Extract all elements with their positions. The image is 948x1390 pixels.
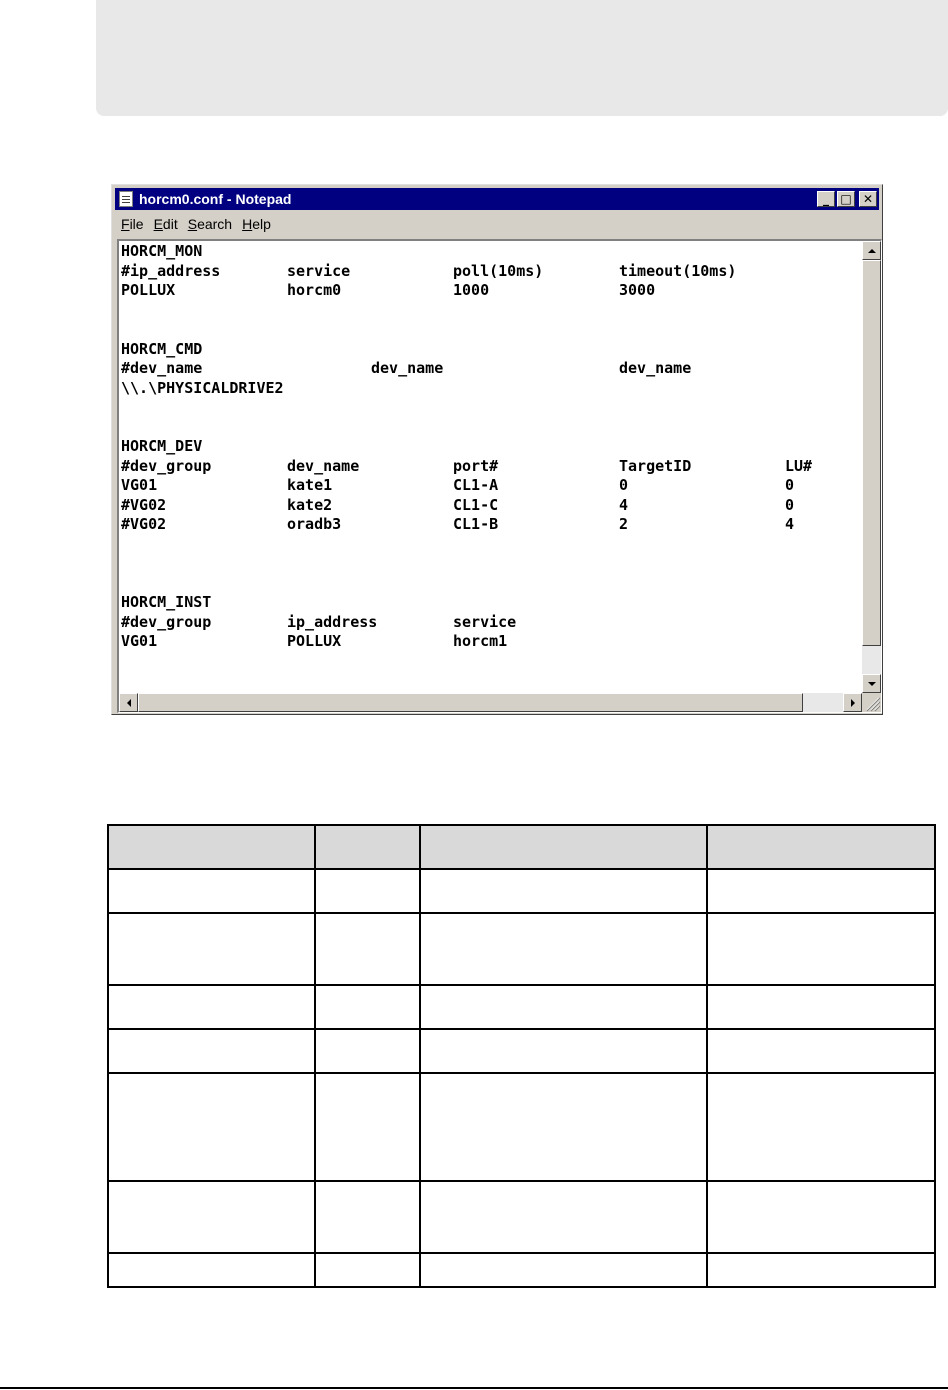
table-cell: [108, 869, 315, 913]
text-line: [121, 593, 861, 613]
table-cell: [315, 1253, 421, 1287]
table-cell: [420, 913, 706, 985]
close-button[interactable]: [859, 191, 877, 207]
text-line: [121, 515, 861, 535]
table-row: [108, 1073, 935, 1181]
table-row: [108, 1181, 935, 1253]
text-field: POLLUX: [121, 281, 176, 299]
text-field: VG01: [121, 632, 158, 650]
text-line: [121, 262, 861, 282]
menu-edit[interactable]: Edit: [153, 216, 178, 232]
text-field: 3000: [619, 281, 656, 299]
table-cell: [108, 985, 315, 1029]
text-field: 1000: [453, 281, 490, 299]
table-header-cell: [420, 825, 706, 869]
table-cell: [420, 869, 706, 913]
text-field: VG01: [121, 476, 158, 494]
window-title: horcm0.conf - Notepad: [139, 191, 292, 207]
table-cell: [420, 1029, 706, 1073]
text-field: CL1-B: [453, 515, 499, 533]
title-bar[interactable]: [115, 188, 879, 210]
text-line: [121, 632, 861, 652]
blank-line: [121, 418, 861, 438]
horizontal-scroll-thumb[interactable]: [138, 693, 803, 712]
table-header-row: [108, 825, 935, 869]
table-cell: [420, 1181, 706, 1253]
scroll-down-button[interactable]: [862, 674, 881, 693]
table-cell: [108, 1029, 315, 1073]
text-field: ip_address: [287, 612, 378, 631]
text-field: 4: [619, 495, 629, 514]
table-cell: [707, 1029, 935, 1073]
blank-line: [121, 574, 861, 594]
text-field: 0: [619, 476, 629, 494]
minimize-icon: _: [823, 192, 829, 206]
table-header-cell: [315, 825, 421, 869]
blank-line: [121, 301, 861, 321]
maximize-icon: □: [840, 192, 852, 206]
text-field: 0: [785, 495, 795, 514]
text-field: #VG02: [121, 515, 167, 533]
text-line: [121, 437, 861, 457]
menu-file[interactable]: File: [121, 216, 144, 232]
text-field: \\.\PHYSICALDRIVE2: [121, 378, 284, 397]
text-editor[interactable]: [117, 239, 882, 713]
table-cell: [315, 913, 421, 985]
table-cell: [707, 1181, 935, 1253]
text-field: TargetID: [619, 456, 692, 475]
blank-line: [121, 320, 861, 340]
vertical-scrollbar[interactable]: [862, 241, 881, 693]
table-cell: [707, 985, 935, 1029]
table-row: [108, 1253, 935, 1287]
text-line: [121, 476, 861, 496]
text-field: 0: [785, 476, 795, 494]
text-line: [121, 359, 861, 379]
arrow-up-icon: [868, 249, 876, 253]
text-field: POLLUX: [287, 632, 342, 650]
table-cell: [315, 869, 421, 913]
text-field: 4: [785, 515, 795, 533]
maximize-button[interactable]: [837, 191, 855, 207]
arrow-down-icon: [868, 682, 876, 686]
text-line: [121, 457, 861, 477]
text-line: [121, 496, 861, 516]
table-cell: [108, 913, 315, 985]
text-field: HORCM_DEV: [121, 437, 203, 455]
text-field: #dev_group: [121, 612, 212, 631]
table-row: [108, 913, 935, 985]
table-row: [108, 985, 935, 1029]
table-cell: [108, 1073, 315, 1181]
bottom-rule: [0, 1387, 948, 1389]
minimize-button[interactable]: [817, 191, 835, 207]
close-icon: ✕: [862, 192, 874, 206]
table-row: [108, 869, 935, 913]
scroll-left-button[interactable]: [119, 693, 138, 712]
notepad-icon[interactable]: [119, 191, 133, 207]
scroll-right-button[interactable]: [843, 693, 862, 712]
vertical-scroll-thumb[interactable]: [862, 260, 881, 646]
text-line: [121, 340, 861, 360]
blank-line: [121, 554, 861, 574]
table-cell: [315, 1181, 421, 1253]
scroll-up-button[interactable]: [862, 241, 881, 260]
table-cell: [315, 985, 421, 1029]
table-cell: [707, 869, 935, 913]
text-field: HORCM_INST: [121, 593, 212, 611]
resize-grip-icon[interactable]: [862, 693, 881, 712]
text-field: #dev_group: [121, 456, 212, 475]
text-field: horcm1: [453, 632, 508, 650]
text-field: service: [287, 261, 351, 280]
table-cell: [315, 1029, 421, 1073]
table-header-cell: [108, 825, 315, 869]
file-content[interactable]: [121, 242, 861, 690]
text-field: #dev_name: [121, 359, 203, 377]
table-cell: [108, 1253, 315, 1287]
text-field: 2: [619, 515, 629, 533]
text-field: HORCM_MON: [121, 242, 203, 260]
text-field: oradb3: [287, 515, 342, 533]
text-line: [121, 613, 861, 633]
header-banner: [96, 0, 948, 116]
menu-search[interactable]: Search: [187, 216, 233, 232]
text-line: [121, 242, 861, 262]
text-field: service: [453, 612, 517, 631]
menu-bar: [116, 213, 276, 235]
menu-help[interactable]: Help: [242, 216, 271, 232]
table-cell: [420, 985, 706, 1029]
text-field: CL1-A: [453, 476, 499, 494]
table-cell: [108, 1181, 315, 1253]
empty-table: [107, 824, 936, 1288]
text-field: dev_name: [371, 359, 444, 377]
text-field: #VG02: [121, 495, 167, 514]
table-header-cell: [707, 825, 935, 869]
blank-line: [121, 398, 861, 418]
table-cell: [707, 1253, 935, 1287]
text-field: timeout(10ms): [619, 261, 737, 280]
text-field: dev_name: [619, 359, 692, 377]
notepad-window: [111, 184, 883, 715]
table-cell: [707, 913, 935, 985]
text-line: [121, 281, 861, 301]
arrow-right-icon: [851, 699, 855, 707]
arrow-left-icon: [127, 699, 131, 707]
text-field: port#: [453, 456, 499, 475]
table-cell: [707, 1073, 935, 1181]
text-field: HORCM_CMD: [121, 339, 203, 358]
horizontal-scrollbar[interactable]: [119, 693, 862, 712]
text-field: horcm0: [287, 281, 342, 299]
text-field: kate1: [287, 476, 333, 494]
text-field: LU#: [785, 456, 813, 475]
text-line: [121, 379, 861, 399]
table-cell: [315, 1073, 421, 1181]
text-field: CL1-C: [453, 495, 499, 514]
text-field: dev_name: [287, 456, 360, 475]
text-field: kate2: [287, 495, 333, 514]
text-field: poll(10ms): [453, 261, 544, 280]
table-row: [108, 1029, 935, 1073]
table-cell: [420, 1073, 706, 1181]
blank-line: [121, 535, 861, 555]
text-field: #ip_address: [121, 261, 221, 280]
table-cell: [420, 1253, 706, 1287]
